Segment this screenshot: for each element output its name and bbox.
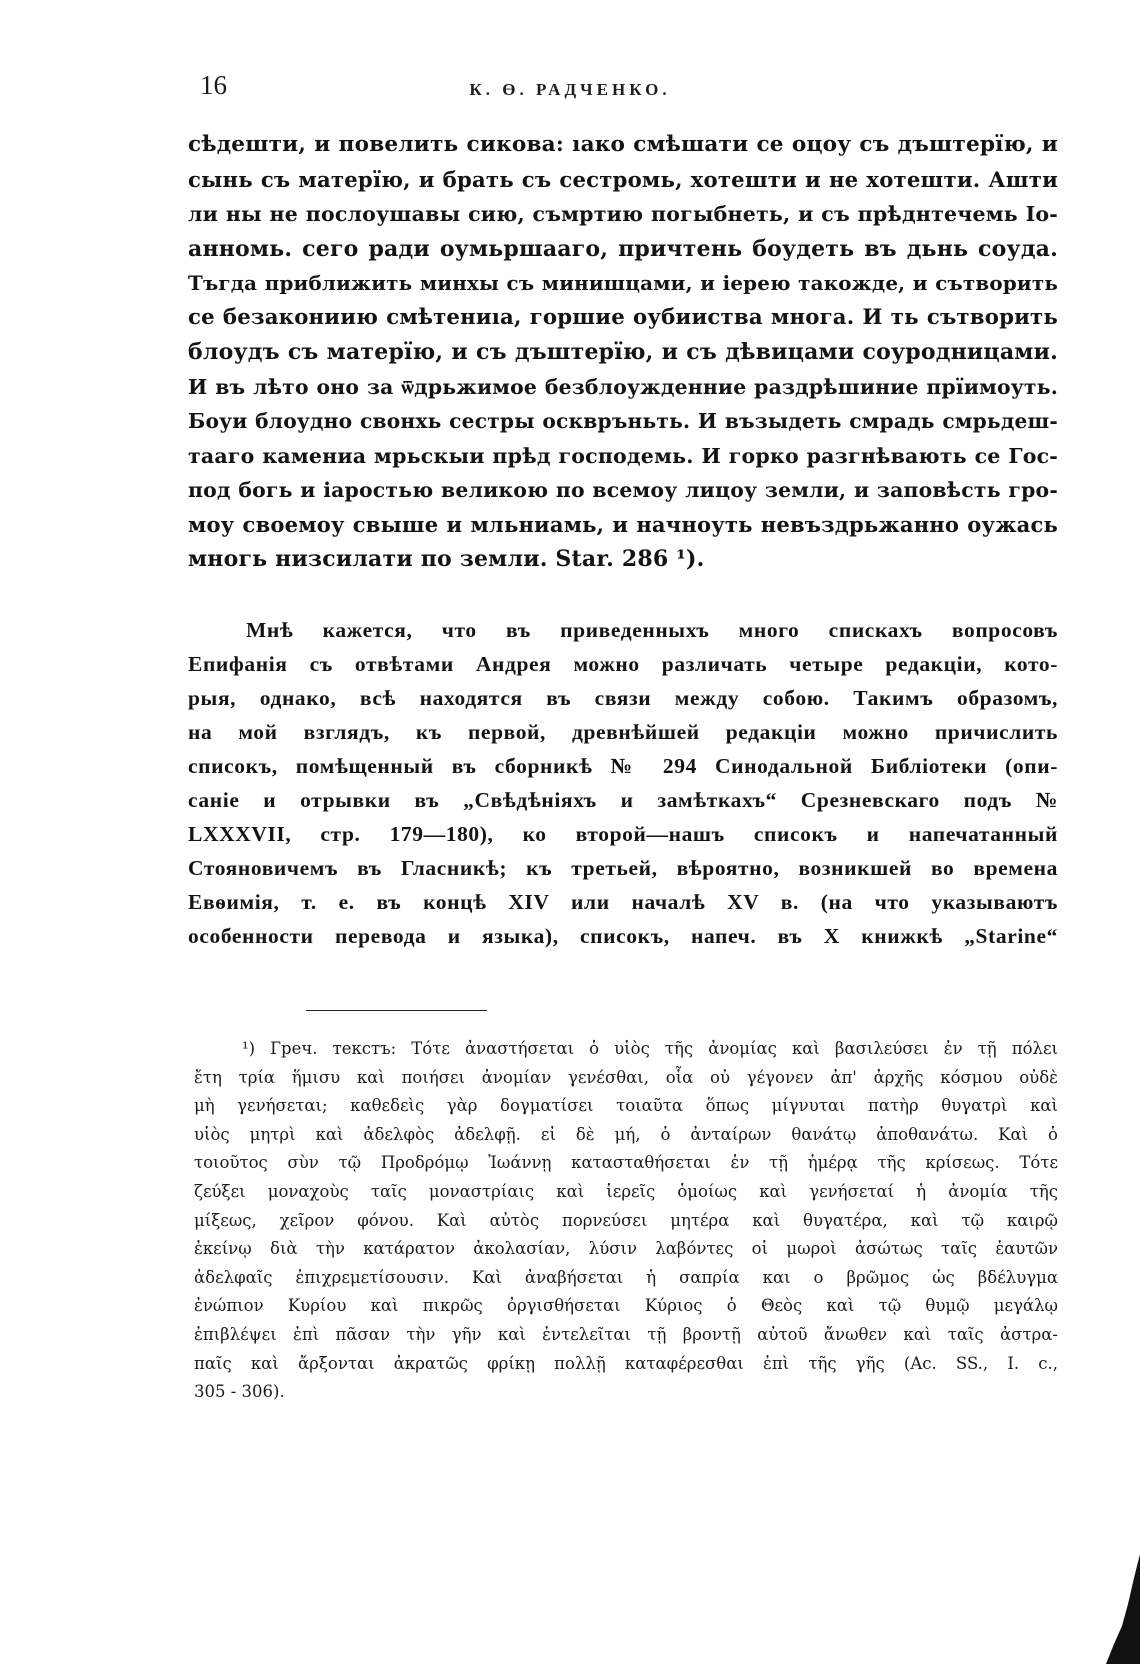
text-line: рыя, однако, всѣ находятся въ связи между собою. Такимъ образомъ, <box>188 686 1058 710</box>
text-line: ἐπιβλέψει ἐπὶ πᾶσαν τὴν γῆν καὶ ἐντελεῖται τῇ βροντῇ αὐτοῦ ἄνωθεν καὶ ταῖς ἀστρα- <box>194 1324 1058 1344</box>
russian-paragraph <box>188 613 1058 953</box>
text-line: моу своемоу свыше и мльниамь, и начноуть невъздрьжанно оужась <box>188 511 1058 537</box>
text-line: многь низсилати по земли. Star. 286 ¹). <box>188 546 705 572</box>
footnote-separator <box>306 1010 487 1011</box>
text-line: особенности перевода и языка), списокъ, напеч. въ X книжкѣ „Starine“ <box>188 924 1058 948</box>
text-line: Тъгда приближить минхы съ минишцами, и іерею такожде, и сътворить <box>188 271 1058 295</box>
text-line: тааго камениа мрьскыи прѣд господемь. И горко разгнѣвають се Гос- <box>188 443 1058 468</box>
text-line: на мой взглядъ, къ первой, древнѣйшей редакціи можно причислить <box>188 720 1058 744</box>
church-slavonic-passage <box>188 128 1058 577</box>
text-line: Стояновичемъ въ Гласникѣ; къ третьей, вѣроятно, возникшей во времена <box>188 856 1058 880</box>
text-line: анномь. сего ради оумьршааго, причтень боудеть въ дьнь соуда. <box>188 235 1058 262</box>
text-line: блоудъ съ матерїю, и съ дъштерїю, и съ дѣвицами соуродницами. <box>188 339 1058 365</box>
text-line: ἀδελφαῖς ἐπιχρεμετίσουσιν. Καὶ ἀναβήσεται ἡ σαπρία και ο βρῶμος ὡς βδέλυγμα <box>194 1267 1058 1287</box>
scan-edge-mark <box>1102 1554 1140 1664</box>
text-line: ἔτη τρία ἥμισυ καὶ ποιήσει ἀνομίαν γενέσθαι, οἷα οὐ γέγονεν ἀπ' ἀρχῆς κόσμου οὐδὲ <box>194 1067 1058 1087</box>
text-line: υἱὸς μητρὶ καὶ ἀδελφὸς ἀδελφῇ. εἰ δὲ μή, ὁ ἀνταίρων θανάτῳ ἀποθανάτω. Καὶ ὁ <box>194 1124 1058 1144</box>
text-line: сѣдешти, и повелить сикова: ıако смѣшати се оцоу съ дъштерїю, и <box>188 132 1058 157</box>
text-line: под богь и іаростью великою по всемоу лицоу земли, и заповѣсть гро- <box>188 478 1058 502</box>
text-line: Мнѣ кажется, что въ приведенныхъ много спискахъ вопросовъ <box>246 618 1058 642</box>
text-line: ли ны не послоушавы сию, съмртию погыбнеть, и съ прѣднтечемь Іо- <box>188 202 1058 226</box>
text-line: ¹) Греч. текстъ: Τότε ἀναστήσεται ὁ υἱὸς τῆς ἀνομίας καὶ βασιλεύσει ἐν τῇ πόλει <box>242 1039 1058 1058</box>
text-line: παῖς καὶ ἄρξονται ἀκρατῶς φρίκῃ πολλῇ καταφέρεσθαι ἐπὶ τῆς γῆς (Ac. SS., I. c., <box>194 1353 1058 1373</box>
footnote <box>194 1035 1058 1407</box>
text-line: Епифанія съ отвѣтами Андрея можно различать четыре редакціи, кото- <box>188 652 1058 676</box>
text-line: 305 - 306). <box>194 1382 285 1402</box>
text-line: μὴ γενήσεται; καθεδεὶς γὰρ δογματίσει τοιαῦτα ὅπως μίγνυται πατὴρ θυγατρὶ καὶ <box>194 1096 1058 1116</box>
text-line: μίξεως, χεῖρον φόνου. Καὶ αὐτὸς πορνεύσει μητέρα καὶ θυγατέρα, καὶ τῷ καιρῷ <box>194 1210 1058 1230</box>
text-line: И въ лѣто оно за ѿдрьжимое безблоужденние раздрѣшиние прїимоуть. <box>188 374 1058 399</box>
running-head: К. Ө. РАДЧЕНКО. <box>469 80 671 99</box>
text-line: сынь съ матерїю, и брать съ сестромь, хотешти и не хотешти. Ашти <box>188 166 1058 192</box>
text-line: τοιοῦτος σὺν τῷ Προδρόμῳ Ἰωάννῃ κατασταθήσεται ἐν τῇ ἡμέρᾳ τῆς κρίσεως. Τότε <box>194 1153 1058 1173</box>
text-line: саніе и отрывки въ „Свѣдѣніяхъ и замѣткахъ“ Срезневскаго подъ № <box>188 788 1058 812</box>
text-line: ζεύξει μοναχοὺς ταῖς μοναστρίαις καὶ ἱερεῖς ὁμοίως καὶ γενήσεταί ἡ ἀνομία τῆς <box>194 1181 1058 1201</box>
text-line: списокъ, помѣщенный въ сборникѣ № 294 Синодальной Библіотеки (опи- <box>188 754 1058 778</box>
text-line: LXXXVII, стр. 179—180), ко второй—нашъ списокъ и напечатанный <box>188 822 1058 846</box>
text-line: ἐκείνῳ διὰ τὴν κατάρατον ἀκολασίαν, λύσιν λαβόντες οἱ μωροὶ ἀσώτως ταῖς ἑαυτῶν <box>194 1239 1058 1259</box>
text-line: Боуи блоудно свонхь сестры осквръньть. И възыдеть смрадь смрьдеш- <box>188 409 1058 433</box>
text-line: Евѳимія, т. е. въ концѣ XIV или началѣ XV в. (на что указываютъ <box>188 890 1058 914</box>
text-line: се безакониию смѣтениıа, горшие оубииства многа. И ть сътворить <box>188 304 1058 330</box>
text-line: ἐνώπιον Κυρίου καὶ πικρῶς ὀργισθήσεται Κύριος ὁ Θεὸς καὶ τῷ θυμῷ μεγάλῳ <box>194 1296 1058 1316</box>
page-number: 16 <box>200 70 227 100</box>
